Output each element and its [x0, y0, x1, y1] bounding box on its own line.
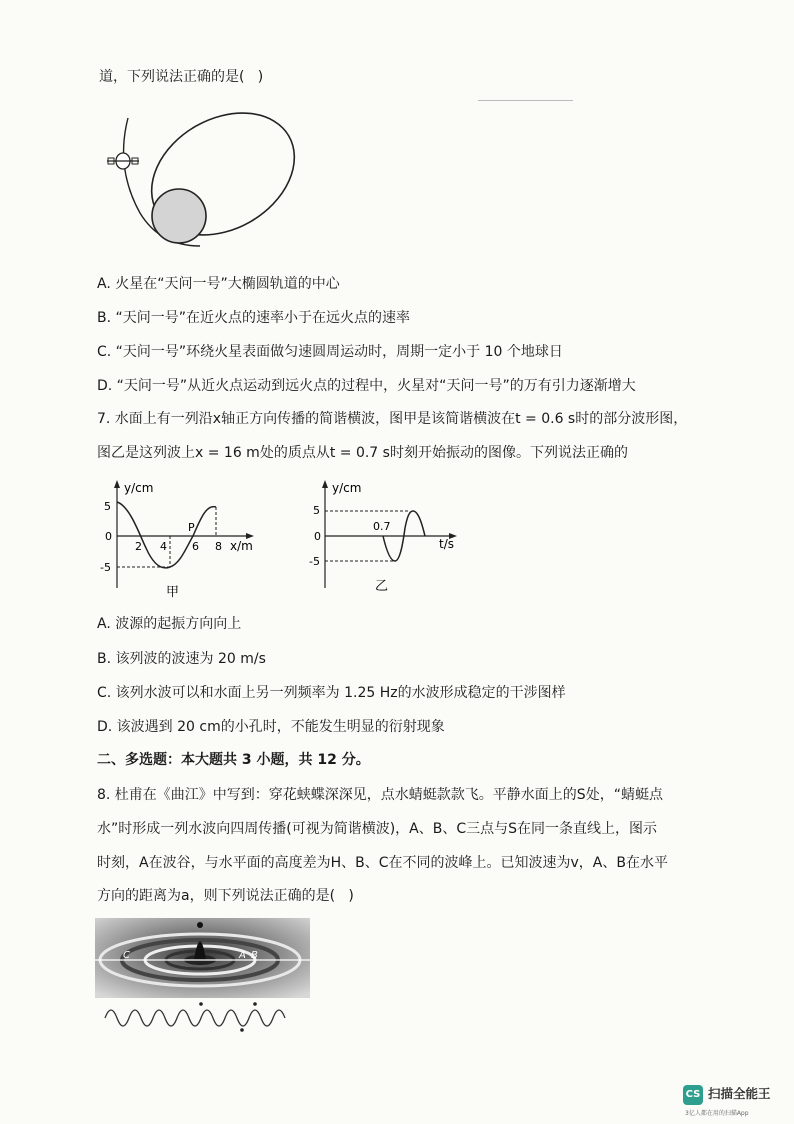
q7-option-c: C. 该列水波可以和水面上另一列频率为 1.25 Hz的水波形成稳定的干涉图样: [97, 685, 566, 701]
vibration-graph-yi: [305, 478, 475, 607]
scanner-logo-icon: CS: [683, 1085, 703, 1105]
q8-stem-line4: 方向的距离为a，则下列说法正确的是( ): [97, 888, 354, 904]
x-tick-2: 2: [135, 540, 142, 553]
scan-mark-line: [478, 100, 573, 101]
y-tick-neg5: -5: [309, 555, 320, 568]
point-p-label: P: [188, 521, 195, 534]
y-axis-label: y/cm: [124, 481, 154, 495]
y-tick-neg5: -5: [100, 561, 111, 574]
scanner-title: 扫描全能王: [708, 1086, 771, 1101]
graph-caption-yi: 乙: [375, 579, 389, 594]
q6-option-a: A. 火星在“天问一号”大椭圆轨道的中心: [97, 276, 340, 292]
y-tick-0: 0: [314, 530, 321, 543]
q8-stem-line3: 时刻，A在波谷，与水平面的高度差为H、B、C在不同的波峰上。已知波速为v，A、B在水平: [97, 855, 668, 871]
q7-stem-line1: 7. 水面上有一列沿x轴正方向传播的简谐横波，图甲是该简谐横波在t = 0.6 s时的部分波形图，: [97, 411, 688, 427]
elliptical-orbit: [130, 108, 305, 258]
section-2-heading: 二、多选题：本大题共 3 小题，共 12 分。: [97, 752, 370, 768]
q7-option-a: A. 波源的起振方向向上: [97, 616, 242, 632]
water-ripple-photo: [95, 918, 310, 1040]
graph-caption-jia: 甲: [166, 585, 180, 600]
x-tick-8: 8: [215, 540, 222, 553]
y-tick-5: 5: [104, 500, 111, 513]
scanner-subtitle: 3亿人都在用的扫描App: [685, 1110, 749, 1117]
y-tick-5: 5: [313, 504, 320, 517]
q7-option-d: D. 该波遇到 20 cm的小孔时，不能发生明显的衍射现象: [97, 719, 445, 735]
q8-stem-line1: 8. 杜甫在《曲江》中写到：穿花蛱蝶深深见，点水蜻蜓款款飞。平静水面上的S处，“蜻蜓点: [97, 787, 663, 803]
x-tick-6: 6: [192, 540, 199, 553]
t-axis-label: t/s: [439, 537, 454, 551]
q6-stem-tail: 道，下列说法正确的是( ): [99, 69, 264, 85]
scanner-watermark: [683, 1082, 783, 1117]
q6-option-d: D. “天问一号”从近火点运动到远火点的过程中，火星对“天问一号”的万有引力逐渐增大: [97, 378, 636, 394]
y-axis-arrow: [322, 480, 328, 488]
label-a: A: [239, 950, 246, 961]
probe-icon: [107, 153, 139, 169]
y-axis-arrow: [114, 480, 120, 488]
q6-option-c: C. “天问一号”环绕火星表面做匀速圆周运动时，周期一定小于 10 个地球日: [97, 344, 563, 360]
label-b: B: [251, 950, 258, 961]
wave-curve: [117, 502, 216, 568]
q8-stem-line2: 水”时形成一列水波向四周传播(可视为简谐横波)，A、B、C三点与S在同一条直线上，图示: [97, 821, 658, 837]
x-tick-4: 4: [160, 540, 167, 553]
y-tick-0: 0: [105, 530, 112, 543]
mars-planet: [152, 189, 206, 243]
q7-stem-line2: 图乙是这列波上x = 16 m处的质点从t = 0.7 s时刻开始振动的图像。下列说法正确的: [97, 445, 628, 461]
wave-graph-jia: [100, 478, 270, 607]
q6-option-b: B. “天问一号”在近火点的速率小于在远火点的速率: [97, 310, 411, 326]
label-c: C: [123, 950, 130, 961]
q7-option-b: B. 该列波的波速为 20 m/s: [97, 651, 266, 667]
wave-sketch: [105, 1010, 285, 1026]
y-axis-label: y/cm: [332, 481, 362, 495]
t-mark-label: 0.7: [373, 520, 391, 533]
x-axis-label: x/m: [230, 539, 253, 553]
orbit-diagram: [105, 108, 305, 262]
